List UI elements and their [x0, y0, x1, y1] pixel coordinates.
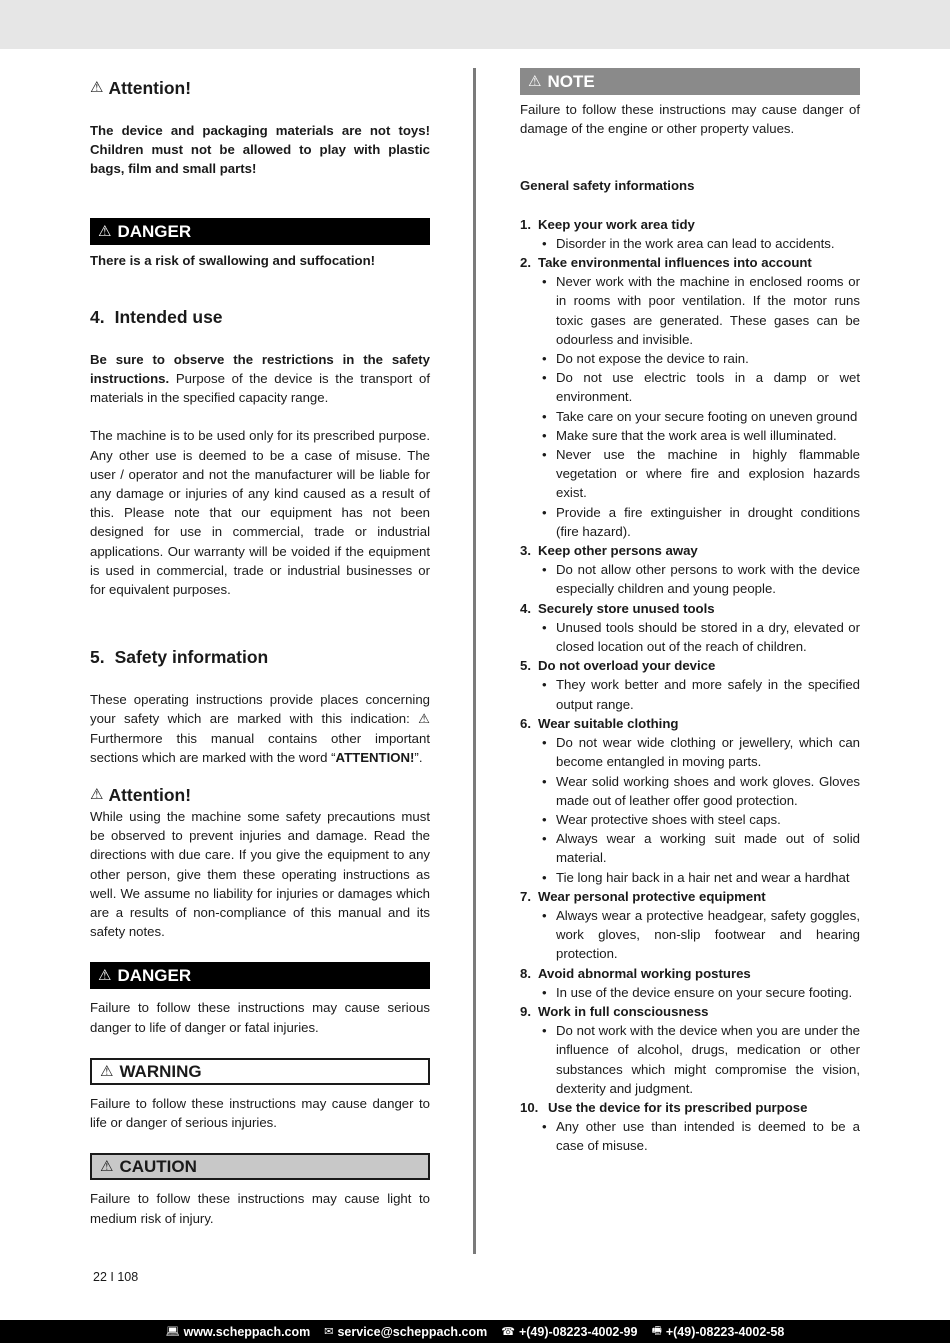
safety-rule-items: [520, 560, 860, 598]
safety-rules-list: [520, 215, 860, 1156]
safety-rule: [520, 253, 860, 541]
safety-rule-number: 4.: [520, 600, 531, 616]
list-item: • In use of the device ensure on your secure footing.: [542, 983, 860, 1002]
list-item: • Any other use than intended is deemed to be a case of misuse.: [542, 1117, 860, 1155]
list-item: • They work better and more safely in the specified output range.: [542, 675, 860, 713]
footer-fax[interactable]: 🖷︎ +(49)-08223-4002-58: [651, 1322, 784, 1341]
safety-rule: [520, 887, 860, 964]
safety-rule-title: [520, 1098, 860, 1117]
list-item: • Never work with the machine in enclosed rooms or in rooms with poor ventilation. If the motor runs toxic gases are generated. These gases can be odourless and invisible.: [542, 272, 860, 349]
safety-rule-title-text: Wear suitable clothing: [538, 715, 679, 731]
warning-triangle-icon: ⚠: [100, 1158, 114, 1176]
list-item: • Wear solid working shoes and work gloves. Gloves made out of leather offer good protection.: [542, 772, 860, 810]
danger-text: There is a risk of swallowing and suffocation!: [90, 252, 376, 268]
safety-rule-items: [520, 733, 860, 887]
safety-rule: [520, 541, 860, 599]
warning-text: Failure to follow these instructions may cause danger to life or danger of serious injuries.: [90, 1095, 430, 1131]
safety-rule-title: [520, 599, 860, 618]
safety-rule-items: [520, 1021, 860, 1098]
safety-rule-title-text: Work in full consciousness: [538, 1003, 709, 1019]
list-item: • Always wear a protective headgear, safety goggles, work gloves, non-slip footwear and hearing protection.: [542, 906, 860, 964]
list-item: • Do not wear wide clothing or jewellery, which can become entangled in moving parts.: [542, 733, 860, 771]
safety-rule: [520, 215, 860, 253]
warning-triangle-icon: ⚠: [98, 222, 112, 240]
danger-box: ⚠ DANGER: [90, 962, 430, 989]
attention-heading: ⚠ Attention!: [90, 785, 192, 806]
attention-text: While using the machine some safety precautions must be observed to prevent injuries and damage. Read the directions with due care. If you give the equipment to any other person, give them these operating instructions as well. We assume no liability for injuries or damages which are a results of non-compliance of this manual and its safety notes.: [90, 809, 430, 940]
safety-rule-items: [520, 1117, 860, 1155]
footer-phone[interactable]: ☎ +(49)-08223-4002-99: [501, 1324, 638, 1339]
list-item: • Always wear a working suit made out of solid material.: [542, 829, 860, 867]
warning-box: ⚠ WARNING: [90, 1058, 430, 1085]
mail-icon: ✉: [324, 1326, 334, 1338]
danger-text: Failure to follow these instructions may cause serious danger to life of danger or fatal injuries.: [90, 1000, 430, 1035]
attention-text: The device and packaging materials are not toys! Children must not be allowed to play with plastic bags, film and small parts!: [90, 123, 430, 177]
safety-rule-number: 6.: [520, 715, 531, 731]
safety-rule-title-text: Wear personal protective equipment: [538, 888, 766, 904]
top-header-bar: [0, 0, 950, 49]
list-item: • Wear protective shoes with steel caps.: [542, 810, 860, 829]
note-box: ⚠ NOTE: [520, 68, 860, 95]
safety-rule-number: 1.: [520, 216, 531, 232]
safety-rule-title-text: Do not overload your device: [538, 658, 716, 674]
safety-rule-number: 2.: [520, 255, 531, 271]
safety-rule-items: [520, 234, 860, 253]
list-item: • Do not expose the device to rain.: [542, 349, 860, 368]
safety-rule-title: [520, 541, 860, 560]
safety-rule-title-text: Securely store unused tools: [538, 600, 715, 616]
list-item: • Tie long hair back in a hair net and wear a hardhat: [542, 868, 860, 887]
attention-heading: ⚠ Attention!: [90, 78, 192, 98]
warning-triangle-icon: ⚠: [100, 1062, 114, 1080]
list-item: • Never use the machine in highly flammable vegetation or where fire and explosion hazards exist.: [542, 445, 860, 503]
safety-rule: [520, 714, 860, 887]
computer-icon: 💻︎: [165, 1326, 180, 1338]
safety-rule-items: [520, 675, 860, 713]
safety-rule-items: [520, 272, 860, 541]
warning-triangle-icon: ⚠: [90, 786, 104, 804]
danger-box: ⚠ DANGER: [90, 218, 430, 245]
right-column: [520, 68, 860, 1156]
safety-rule-title: [520, 1002, 860, 1021]
safety-rule-number: 8.: [520, 965, 531, 981]
warning-triangle-icon: ⚠: [528, 72, 542, 90]
list-item: • Disorder in the work area can lead to accidents.: [542, 234, 860, 253]
column-divider: [473, 68, 476, 1254]
footer-website[interactable]: 💻︎ www.scheppach.com: [165, 1324, 311, 1339]
fax-icon: 🖷︎: [651, 1325, 662, 1337]
safety-rule: [520, 1098, 860, 1156]
safety-rule-title: [520, 964, 860, 983]
list-item: • Unused tools should be stored in a dry, elevated or closed location out of the reach of children.: [542, 618, 860, 656]
safety-rule-number: 9.: [520, 1003, 531, 1019]
safety-rule-number: 10.: [520, 1099, 539, 1115]
note-text: Failure to follow these instructions may cause danger of damage of the engine or other property values.: [520, 102, 860, 137]
safety-rule-items: [520, 983, 860, 1002]
list-item: • Do not allow other persons to work with the device especially children and young people.: [542, 560, 860, 598]
footer-email[interactable]: ✉ service@scheppach.com: [324, 1324, 488, 1339]
safety-paragraph: These operating instructions provide places concerning your safety which are marked with this indication: ⚠ Furthermore this manual contains other important sections which are marked with the word “ATTENTION!”.: [90, 692, 430, 765]
list-item: • Do not work with the device when you are under the influence of alcohol, drugs, medication or other substances which might compromise the vision, dexterity and judgment.: [542, 1021, 860, 1098]
section-heading-intended-use: 4. Intended use: [90, 306, 223, 327]
safety-rule-items: [520, 906, 860, 964]
safety-rule: [520, 599, 860, 657]
safety-rule-number: 5.: [520, 658, 531, 674]
footer-bar: [0, 1320, 950, 1343]
section-heading-safety-information: 5. Safety information: [90, 647, 269, 668]
safety-rule-title-text: Keep other persons away: [538, 543, 698, 559]
safety-rule-number: 7.: [520, 888, 531, 904]
safety-rule-title: [520, 253, 860, 272]
list-item: • Provide a fire extinguisher in drought conditions (fire hazard).: [542, 503, 860, 541]
safety-rule-title: [520, 656, 860, 675]
safety-rule-title-text: Use the device for its prescribed purpose: [548, 1099, 808, 1115]
list-item: • Do not use electric tools in a damp or wet environment.: [542, 368, 860, 406]
safety-rule-title: [520, 215, 860, 234]
caution-text: Failure to follow these instructions may cause light to medium risk of injury.: [90, 1191, 430, 1226]
safety-rule: [520, 656, 860, 714]
safety-rule: [520, 1002, 860, 1098]
list-item: • Make sure that the work area is well illuminated.: [542, 426, 860, 445]
warning-triangle-icon: ⚠: [98, 967, 112, 985]
intended-use-paragraph-2: The machine is to be used only for its prescribed purpose. Any other use is deemed to be a case of misuse. The user / operator and not the manufacturer will be liable for any damage or injuries of any kind caused as a result of this. Please note that our equipment has not been designed for use in commercial, trade or industrial applications. Our warranty will be voided if the equipment is used in commercial, trade or industrial businesses or for equivalent purposes.: [90, 428, 430, 598]
warning-triangle-icon: ⚠: [90, 79, 104, 96]
safety-rule-number: 3.: [520, 543, 531, 559]
intended-use-paragraph: Be sure to observe the restrictions in the safety instructions. Purpose of the device is the transport of materials in the specified capacity range.: [90, 351, 430, 406]
caution-box: ⚠ CAUTION: [90, 1153, 430, 1180]
left-column: [90, 76, 430, 1228]
safety-rule-title-text: Take environmental influences into account: [538, 255, 812, 271]
safety-rule-title: [520, 714, 860, 733]
phone-icon: ☎: [501, 1326, 515, 1338]
safety-rule-title-text: Avoid abnormal working postures: [538, 965, 751, 981]
general-safety-heading: General safety informations: [520, 178, 695, 194]
safety-rule-title-text: Keep your work area tidy: [538, 216, 695, 232]
safety-rule-title: [520, 887, 860, 906]
safety-rule: [520, 964, 860, 1002]
safety-rule-items: [520, 618, 860, 656]
page-number: 22 I 108: [93, 1270, 139, 1284]
list-item: • Take care on your secure footing on uneven ground: [542, 407, 860, 426]
